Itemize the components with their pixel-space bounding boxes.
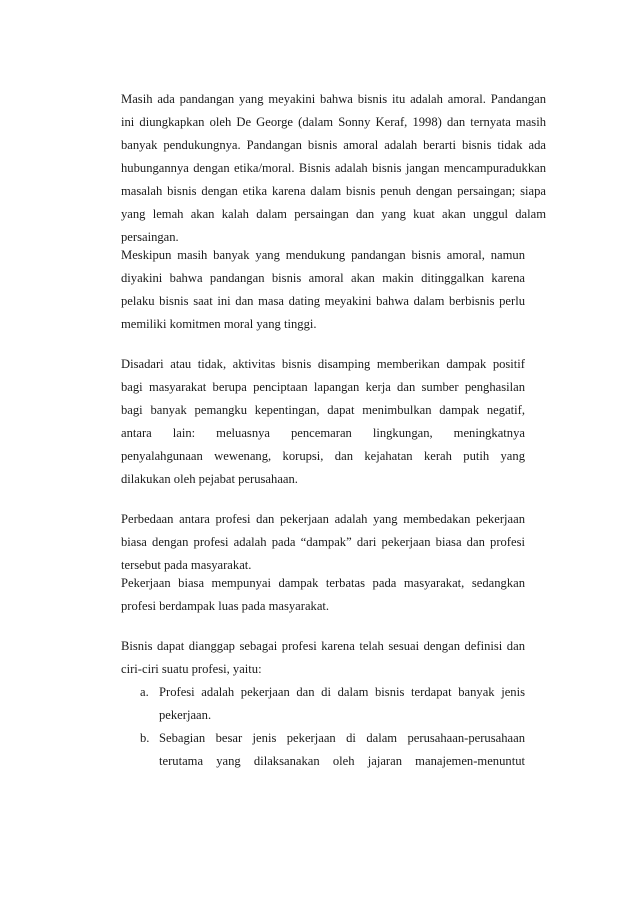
text-line: Pekerjaan biasa mempunyai dampak terbatas pada masyarakat, sedangkan [121, 576, 525, 590]
text-line: terutama yang dilaksanakan oleh jajaran manajemen-menuntut [159, 754, 525, 768]
text-line: pelaku bisnis saat ini dan masa dating meyakini bahwa dalam berbisnis perlu [121, 294, 525, 308]
text-line: ciri-ciri suatu profesi, yaitu: [121, 662, 262, 676]
text-line: bagi masyarakat berupa penciptaan lapangan kerja dan sumber penghasilan [121, 380, 525, 394]
text-line: profesi berdampak luas pada masyarakat. [121, 599, 330, 613]
text-line: Profesi adalah pekerjaan dan di dalam bisnis terdapat banyak jenis [159, 685, 525, 699]
list-marker: a. [140, 685, 149, 699]
text-line: bagi banyak pemangku kepentingan, dapat menimbulkan dampak negatif, [121, 403, 525, 417]
text-line: antara lain: meluasnya pencemaran lingkungan, meningkatnya [121, 426, 525, 440]
text-line: hubungannya dengan etika/moral. Bisnis adalah bisnis jangan mencampuradukkan [121, 161, 546, 175]
text-line: yang lemah akan kalah dalam persaingan dan yang kuat akan unggul dalam [121, 207, 546, 221]
text-line: banyak pendukungnya. Pandangan bisnis amoral adalah berarti bisnis tidak ada [121, 138, 546, 152]
text-line: Sebagian besar jenis pekerjaan di dalam perusahaan-perusahaan [159, 731, 525, 745]
text-line: dilakukan oleh pejabat perusahaan. [121, 472, 298, 486]
text-line: masalah bisnis dengan etika karena dalam bisnis penuh dengan persaingan; siapa [121, 184, 546, 198]
list-marker: b. [140, 731, 150, 745]
text-line: Masih ada pandangan yang meyakini bahwa bisnis itu adalah amoral. Pandangan [121, 92, 546, 106]
text-line: Disadari atau tidak, aktivitas bisnis disamping memberikan dampak positif [121, 357, 525, 371]
text-line: ini diungkapkan oleh De George (dalam Sonny Keraf, 1998) dan ternyata masih [121, 115, 546, 129]
text-line: tersebut pada masyarakat. [121, 558, 252, 572]
text-line: memiliki komitmen moral yang tinggi. [121, 317, 317, 331]
text-line: pekerjaan. [159, 708, 212, 722]
text-line: Bisnis dapat dianggap sebagai profesi karena telah sesuai dengan definisi dan [121, 639, 525, 653]
text-line: Meskipun masih banyak yang mendukung pandangan bisnis amoral, namun [121, 248, 525, 262]
text-line: diyakini bahwa pandangan bisnis amoral akan makin ditinggalkan karena [121, 271, 525, 285]
text-line: Perbedaan antara profesi dan pekerjaan adalah yang membedakan pekerjaan [121, 512, 525, 526]
text-line: penyalahgunaan wewenang, korupsi, dan kejahatan kerah putih yang [121, 449, 525, 463]
text-line: persaingan. [121, 230, 179, 244]
text-line: biasa dengan profesi adalah pada “dampak” dari pekerjaan biasa dan profesi [121, 535, 525, 549]
